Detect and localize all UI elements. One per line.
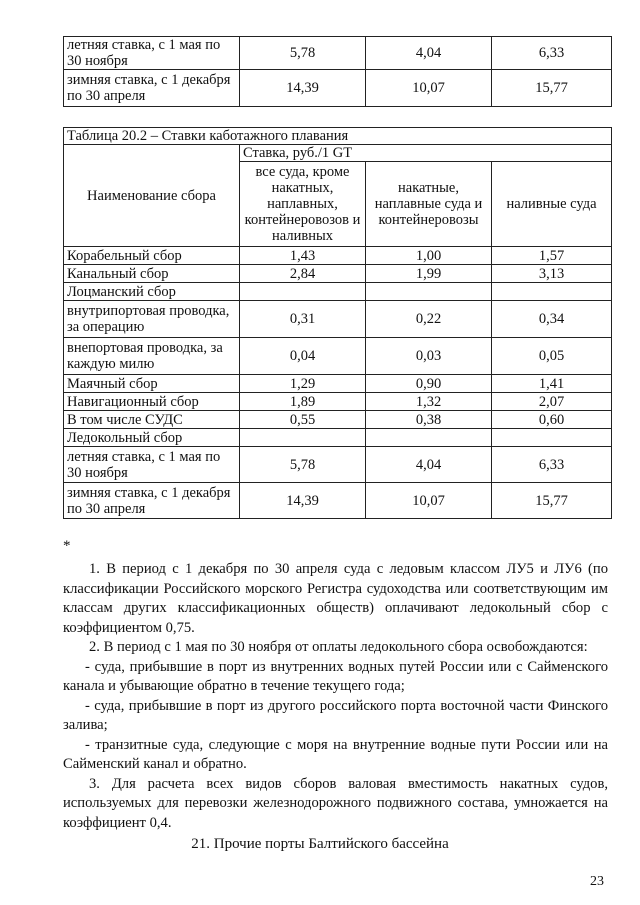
column-header-tankers: наливные суда (492, 162, 612, 247)
row-name: Лоцманский сбор (64, 283, 240, 301)
note-paragraph-2: 2. В период с 1 мая по 30 ноября от оплаты ледокольного сбора освобождаются: (89, 639, 588, 655)
table-row (64, 265, 612, 283)
row-value (492, 283, 612, 301)
table-row (64, 393, 612, 411)
table-row (64, 247, 612, 265)
section-heading: 21. Прочие порты Балтийского бассейна (191, 836, 449, 852)
row-value: 1,00 (366, 247, 492, 265)
row-value: 0,90 (366, 375, 492, 393)
rate-header: Ставка, руб./1 GT (240, 145, 612, 162)
row-name: летняя ставка, с 1 мая по 30 ноября (64, 37, 240, 70)
row-value: 6,33 (492, 447, 612, 483)
row-value: 0,34 (492, 301, 612, 338)
row-value: 14,39 (240, 483, 366, 519)
note-paragraph-1: 1. В период с 1 декабря по 30 апреля суда с ледовым классом ЛУ5 и ЛУ6 (по классификации Российского морского Регистра судоходства или соответствующим им классам других классификационных обществ) оплачивают ледокольный сбор с коэффициентом 0,75. (63, 561, 608, 636)
table-row (64, 483, 612, 519)
row-value: 1,29 (240, 375, 366, 393)
column-header-ro-ro: накатные, наплавные суда и контейнеровозы (366, 162, 492, 247)
footnote-notes (63, 560, 608, 833)
row-value: 0,31 (240, 301, 366, 338)
row-value: 1,57 (492, 247, 612, 265)
table-row (64, 37, 612, 70)
table-row (64, 70, 612, 107)
row-value: 15,77 (492, 70, 612, 107)
row-value: 10,07 (366, 483, 492, 519)
row-value (366, 429, 492, 447)
row-value: 0,03 (366, 338, 492, 375)
row-name: внутрипортовая проводка, за операцию (64, 301, 240, 338)
coastal-rates-table (63, 127, 612, 519)
note-dash-item-3: - транзитные суда, следующие с моря на внутренние водные пути России или на Сайменский канал и обратно. (63, 736, 608, 772)
row-value: 5,78 (240, 37, 366, 70)
row-name: зимняя ставка, с 1 декабря по 30 апреля (64, 70, 240, 107)
row-value: 2,84 (240, 265, 366, 283)
row-value: 0,55 (240, 411, 366, 429)
table-row (64, 283, 612, 301)
note-dash-item-1: - суда, прибывшие в порт из внутренних водных путей России или с Сайменского канала и убывающие обратно в течение текущего года; (63, 658, 608, 694)
row-value: 0,22 (366, 301, 492, 338)
row-value: 4,04 (366, 447, 492, 483)
table-row (64, 447, 612, 483)
row-value: 0,38 (366, 411, 492, 429)
page-number: 23 (590, 874, 604, 889)
row-value: 5,78 (240, 447, 366, 483)
row-value: 2,07 (492, 393, 612, 411)
row-value: 1,99 (366, 265, 492, 283)
row-value: 0,60 (492, 411, 612, 429)
table-row (64, 411, 612, 429)
row-value: 1,41 (492, 375, 612, 393)
row-value: 1,89 (240, 393, 366, 411)
row-value (492, 429, 612, 447)
note-paragraph-3: 3. Для расчета всех видов сборов валовая вместимость накатных судов, используемых для перевозки железнодорожного подвижного состава, умножается на коэффициент 0,4. (63, 775, 608, 831)
column-header-all-ships: все суда, кроме накатных, наплавных, контейнеровозов и наливных (240, 162, 366, 247)
row-name: Навигационный сбор (64, 393, 240, 411)
row-value (366, 283, 492, 301)
row-value: 15,77 (492, 483, 612, 519)
table-row (64, 301, 612, 338)
row-value: 0,05 (492, 338, 612, 375)
row-value: 6,33 (492, 37, 612, 70)
table-row (64, 338, 612, 375)
row-name: Маячный сбор (64, 375, 240, 393)
row-value: 3,13 (492, 265, 612, 283)
row-value: 4,04 (366, 37, 492, 70)
row-value: 14,39 (240, 70, 366, 107)
row-name: Корабельный сбор (64, 247, 240, 265)
row-name: зимняя ставка, с 1 декабря по 30 апреля (64, 483, 240, 519)
row-value: 0,04 (240, 338, 366, 375)
name-column-header: Наименование сбора (64, 145, 240, 247)
ice-rates-table-continued (63, 36, 612, 107)
table-row (64, 375, 612, 393)
row-name: В том числе СУДС (64, 411, 240, 429)
row-value: 1,32 (366, 393, 492, 411)
row-name: Канальный сбор (64, 265, 240, 283)
table-caption: Таблица 20.2 – Ставки каботажного плавания (64, 128, 612, 145)
footnote-marker: * (63, 538, 71, 554)
row-value (240, 429, 366, 447)
table-row (64, 429, 612, 447)
row-value: 1,43 (240, 247, 366, 265)
row-value (240, 283, 366, 301)
row-name: внепортовая проводка, за каждую милю (64, 338, 240, 375)
row-value: 10,07 (366, 70, 492, 107)
row-name: Ледокольный сбор (64, 429, 240, 447)
row-name: летняя ставка, с 1 мая по 30 ноября (64, 447, 240, 483)
note-dash-item-2: - суда, прибывшие в порт из другого российского порта восточной части Финского залива; (63, 697, 608, 733)
